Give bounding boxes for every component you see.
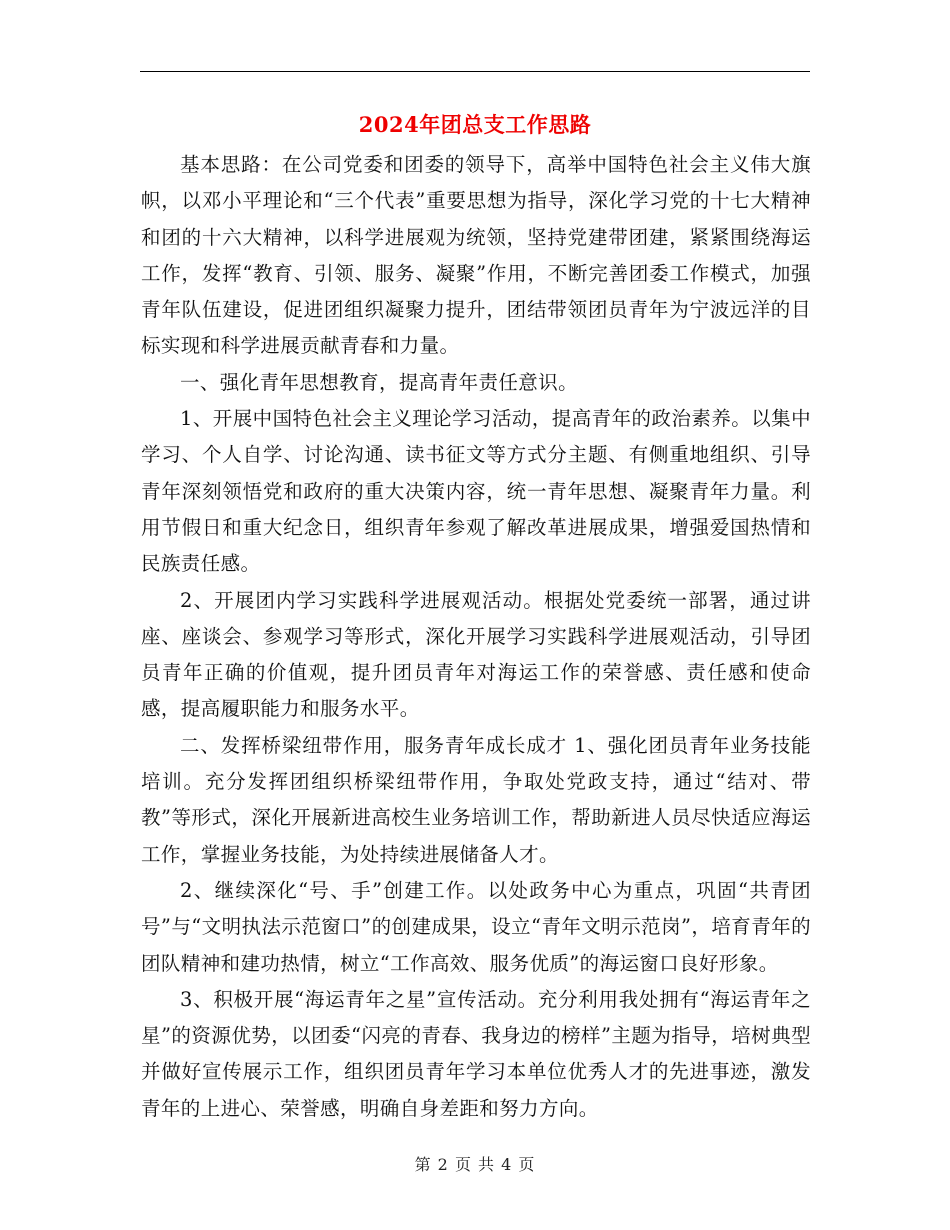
document-body <box>141 147 811 1127</box>
paragraph-section-two-item-3: 3、积极开展“海运青年之星”宣传活动。充分利用我处拥有“海运青年之星”的资源优势，以团委“闪亮的青春、我身边的榜样”主题为指导，培树典型并做好宣传展示工作，组织团员青年学习本单位优秀人才的先进事迹，激发青年的上进心、荣誉感，明确自身差距和努力方向。 <box>141 987 811 1120</box>
paragraph-section-one-heading: 一、强化青年思想教育，提高青年责任意识。 <box>180 370 579 394</box>
paragraph-section-two-item-2: 2、继续深化“号、手”创建工作。以处政务中心为重点，巩固“共青团号”与“文明执法示范窗口”的创建成果，设立“青年文明示范岗”，培育青年的团队精神和建功热情，树立“工作高效、服务优质”的海运窗口良好形象。 <box>141 878 811 975</box>
header-rule <box>140 71 810 72</box>
paragraph-item-2: 2、开展团内学习实践科学进展观活动。根据处党委统一部署，通过讲座、座谈会、参观学习等形式，深化开展学习实践科学进展观活动，引导团员青年正确的价值观，提升团员青年对海运工作的荣誉感、责任感和使命感，提高履职能力和服务水平。 <box>141 588 811 721</box>
paragraph-section-two: 二、发挥桥梁纽带作用，服务青年成长成才 1、强化团员青年业务技能培训。充分发挥团组织桥梁纽带作用，争取处党政支持，通过“结对、带教”等形式，深化开展新进高校生业务培训工作，帮助新进人员尽快适应海运工作，掌握业务技能，为处持续进展储备人才。 <box>141 733 811 866</box>
paragraph-item-1: 1、开展中国特色社会主义理论学习活动，提高青年的政治素养。以集中学习、个人自学、讨论沟通、读书征文等方式分主题、有侧重地组织、引导青年深刻领悟党和政府的重大决策内容，统一青年思想、凝聚青年力量。利用节假日和重大纪念日，组织青年参观了解改革进展成果，增强爱国热情和民族责任感。 <box>141 407 811 576</box>
page-footer: 第 2 页 共 4 页 <box>414 1155 536 1174</box>
document-title: 2024年团总支工作思路 <box>358 112 592 137</box>
paragraph-basic-approach: 基本思路：在公司党委和团委的领导下，高举中国特色社会主义伟大旗帜，以邓小平理论和“三个代表”重要思想为指导，深化学习党的十七大精神和团的十六大精神，以科学进展观为统领，坚持党建带团建，紧紧围绕海运工作，发挥“教育、引领、服务、凝聚”作用，不断完善团委工作模式，加强青年队伍建设，促进团组织凝聚力提升，团结带领团员青年为宁波远洋的目标实现和科学进展贡献青春和力量。 <box>141 153 811 358</box>
